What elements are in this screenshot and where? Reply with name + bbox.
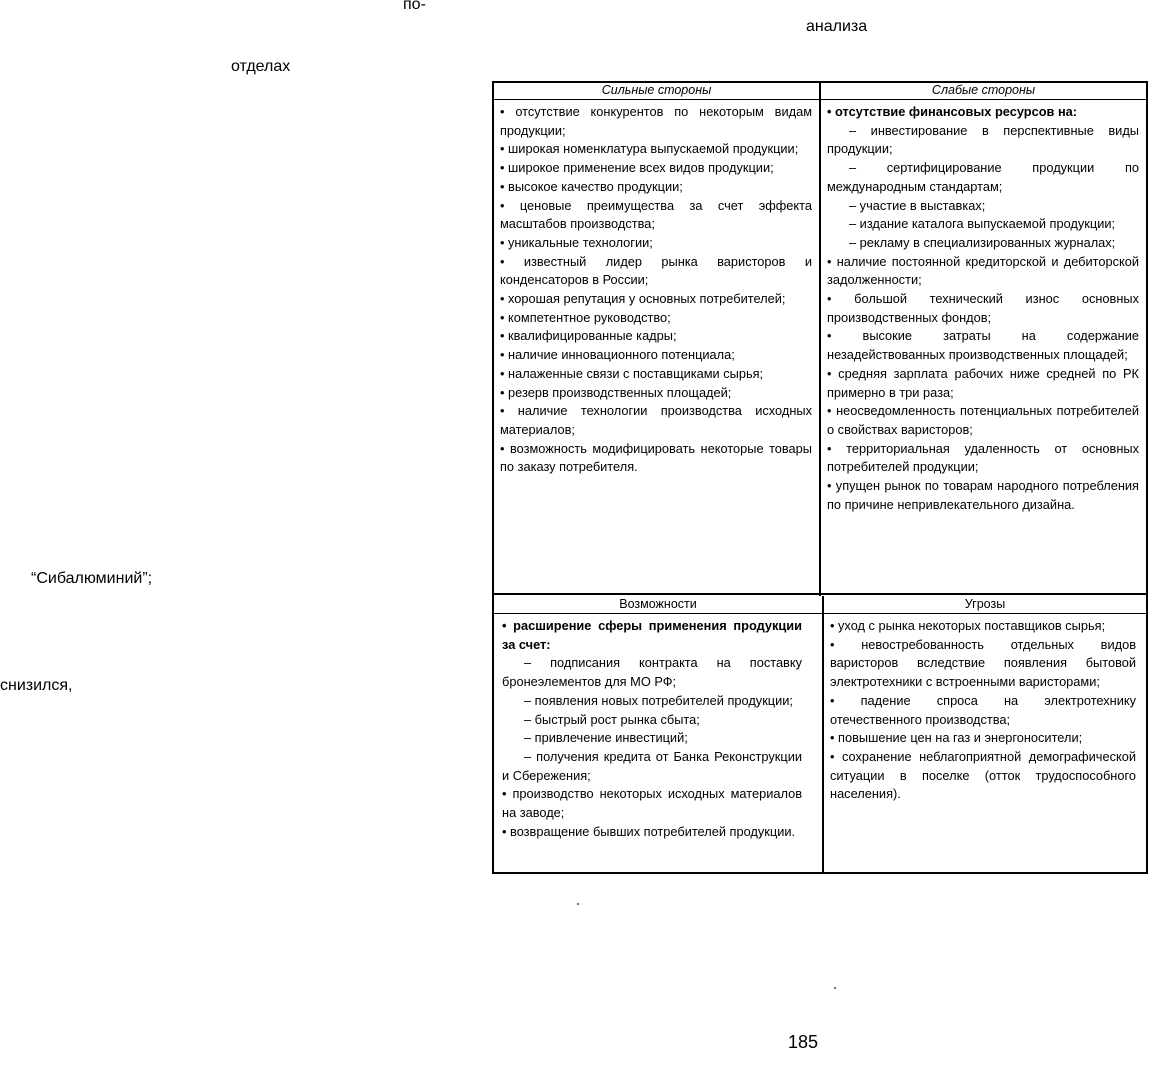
strengths-item: • возможность модифицировать некоторые товары по заказу потребителя. bbox=[500, 440, 812, 475]
weaknesses-item: • неосведомленность потенциальных потребителей о свойствах варисторов; bbox=[827, 403, 1139, 437]
page-number: 185 bbox=[788, 1032, 819, 1052]
threats-item: • невостребованность отдельных видов варисторов вследствие появления бытовой электротехники с встроенными варисторами; bbox=[830, 636, 1136, 690]
weaknesses-list bbox=[827, 103, 1139, 514]
opportunities-subitem: – появления новых потребителей продукции; bbox=[524, 692, 793, 708]
scan-speck bbox=[577, 903, 579, 905]
text-fragment-otdelah: отделах bbox=[231, 58, 291, 75]
opportunities-subitem: – получения кредита от Банка Реконструкции и Сбережения; bbox=[502, 748, 802, 783]
threats-header: Угрозы bbox=[824, 597, 1146, 614]
strengths-item: • известный лидер рынка варисторов и конденсаторов в России; bbox=[500, 253, 812, 288]
opportunities-subitem: – привлечение инвестиций; bbox=[524, 730, 688, 746]
weaknesses-subitem: – рекламу в специализированных журналах; bbox=[849, 234, 1116, 250]
threats-item: • повышение цен на газ и энергоносители; bbox=[830, 730, 1083, 746]
strengths-item: • резерв производственных площадей; bbox=[500, 384, 732, 400]
weaknesses-item: • наличие постоянной кредиторской и дебиторской задолженности; bbox=[827, 253, 1139, 288]
scan-speck bbox=[834, 987, 836, 989]
strengths-item: • отсутствие конкурентов по некоторым видам продукции; bbox=[500, 104, 812, 138]
weaknesses-subitem: – инвестирование в перспективные виды продукции; bbox=[827, 122, 1139, 157]
strengths-list bbox=[500, 103, 812, 477]
text-fragment-po: по- bbox=[403, 0, 426, 13]
strengths-item: • наличие инновационного потенциала; bbox=[500, 347, 735, 363]
weaknesses-item: • территориальная удаленность от основных потребителей продукции; bbox=[827, 440, 1139, 475]
strengths-header: Сильные стороны bbox=[494, 83, 819, 100]
weaknesses-item: • большой технический износ основных производственных фондов; bbox=[827, 291, 1139, 325]
threats-item: • уход с рынка некоторых поставщиков сырья; bbox=[830, 618, 1106, 633]
strengths-item: • компетентное руководство; bbox=[500, 309, 671, 325]
weaknesses-subitem: – издание каталога выпускаемой продукции; bbox=[849, 216, 1116, 232]
strengths-item: • ценовые преимущества за счет эффекта масштабов производства; bbox=[500, 197, 812, 232]
opportunities-subitem: – подписания контракта на поставку бронеэлементов для МО РФ; bbox=[502, 655, 802, 690]
strengths-item: • широкое применение всех видов продукции; bbox=[500, 160, 774, 176]
threats-item: • сохранение неблагоприятной демографической ситуации в поселке (отток трудоспособного населения). bbox=[830, 748, 1136, 802]
strengths-item: • широкая номенклатура выпускаемой продукции; bbox=[500, 141, 799, 157]
text-fragment-analiza: анализа bbox=[806, 18, 868, 35]
opportunities-header: Возможности bbox=[494, 597, 822, 614]
strengths-item: • наличие технологии производства исходных материалов; bbox=[500, 403, 812, 437]
swot-table bbox=[492, 81, 1148, 874]
strengths-item: • налаженные связи с поставщиками сырья; bbox=[500, 365, 764, 381]
strengths-item: • высокое качество продукции; bbox=[500, 178, 683, 194]
strengths-item: • уникальные технологии; bbox=[500, 234, 653, 250]
threats-item: • падение спроса на электротехнику отечественного производства; bbox=[830, 692, 1136, 727]
weaknesses-subitem: – участие в выставках; bbox=[849, 197, 986, 213]
swot-horizontal-divider bbox=[494, 593, 1146, 595]
opportunities-lead: • расширение сферы применения продукции за счет: bbox=[502, 618, 802, 652]
weaknesses-subitem: – сертифицирование продукции по международным стандартам; bbox=[827, 160, 1139, 194]
swot-vertical-divider-bottom bbox=[822, 596, 824, 872]
swot-vertical-divider-top bbox=[819, 83, 821, 596]
weaknesses-item: • упущен рынок по товарам народного потребления по причине непривлекательного дизайна. bbox=[827, 478, 1139, 512]
text-fragment-sibaluminiy: “Сибалюминий”; bbox=[31, 570, 153, 587]
opportunities-list bbox=[502, 617, 802, 841]
weaknesses-item: • средняя зарплата рабочих ниже средней по РК примерно в три раза; bbox=[827, 365, 1139, 400]
text-fragment-snizilsya: снизился, bbox=[0, 677, 73, 694]
threats-list bbox=[830, 617, 1136, 804]
weaknesses-lead: • отсутствие финансовых ресурсов на: bbox=[827, 104, 1078, 119]
opportunities-subitem: – быстрый рост рынка сбыта; bbox=[524, 711, 700, 727]
opportunities-item: • производство некоторых исходных материалов на заводе; bbox=[502, 786, 802, 821]
strengths-item: • хорошая репутация у основных потребителей; bbox=[500, 291, 786, 307]
weaknesses-item: • высокие затраты на содержание незадействованных производственных площадей; bbox=[827, 328, 1139, 363]
weaknesses-header: Слабые стороны bbox=[821, 83, 1146, 100]
opportunities-item: • возвращение бывших потребителей продукции. bbox=[502, 823, 796, 839]
strengths-item: • квалифицированные кадры; bbox=[500, 328, 677, 344]
